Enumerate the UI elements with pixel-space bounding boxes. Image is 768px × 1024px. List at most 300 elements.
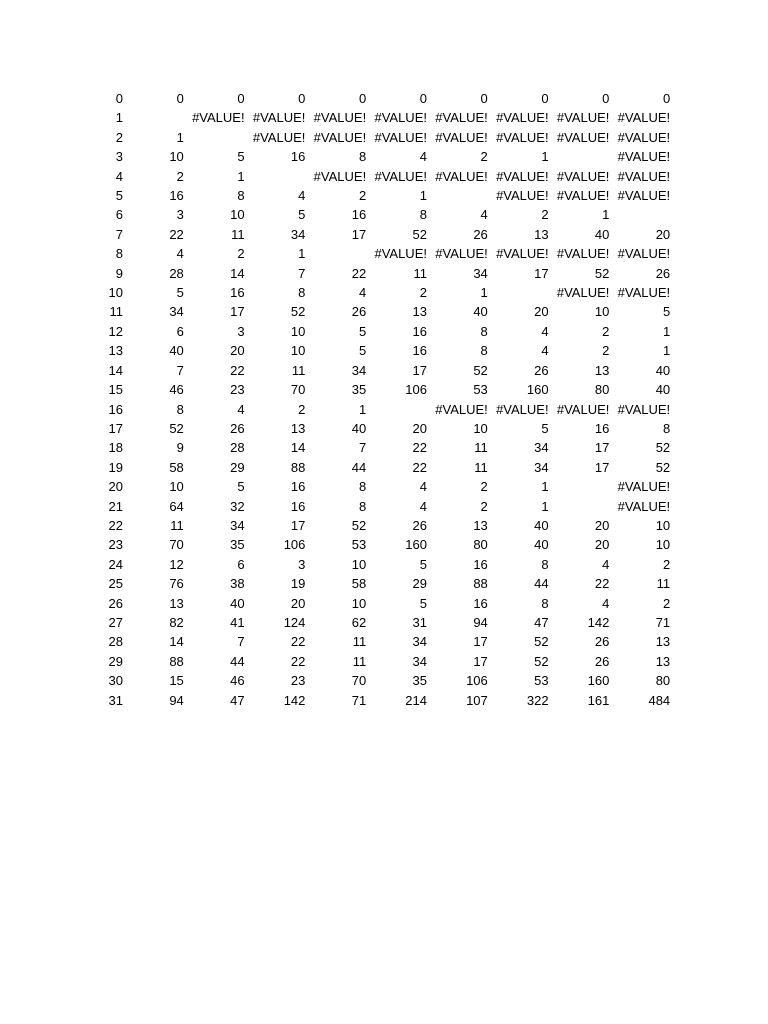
table-cell: 41 (230, 614, 245, 630)
table-cell: 10 (655, 537, 671, 553)
table-cell: #VALUE! (617, 479, 671, 495)
table-cell: #VALUE! (556, 168, 610, 184)
table-cell: #VALUE! (617, 129, 671, 145)
table-cell: #VALUE! (313, 110, 367, 126)
table-cell: 5 (419, 595, 427, 611)
table-cell: 5 (662, 304, 671, 320)
table-cell: 106 (466, 673, 488, 689)
table-cell: 52 (534, 634, 549, 650)
table-cell: 1 (358, 401, 367, 417)
table-cell: 40 (230, 595, 245, 611)
table-row (0, 283, 670, 302)
table-cell: 7 (176, 362, 184, 378)
table-cell: 5 (358, 323, 367, 339)
table-cell: #VALUE! (374, 246, 427, 262)
table-cell: #VALUE! (374, 168, 427, 184)
row-index-cell: 8 (115, 246, 123, 262)
table-cell: 2 (358, 188, 367, 204)
table-cell: #VALUE! (435, 401, 488, 417)
table-cell: 40 (169, 343, 184, 359)
row-index-cell: 16 (108, 401, 123, 417)
table-cell: 10 (655, 517, 671, 533)
table-cell: #VALUE! (556, 246, 610, 262)
table-row (0, 458, 670, 477)
table-row (0, 594, 670, 613)
row-index-cell: 22 (108, 517, 123, 533)
table-row (0, 341, 670, 360)
table-cell: 10 (594, 304, 610, 320)
table-cell: 4 (480, 207, 488, 223)
table-cell: 4 (541, 323, 549, 339)
table-cell (245, 167, 306, 186)
table-cell: 13 (169, 595, 184, 611)
table-cell: 214 (405, 692, 427, 708)
table-row (0, 632, 670, 651)
table-cell: 26 (412, 517, 427, 533)
table-row (0, 652, 670, 671)
table-cell (549, 497, 610, 516)
table-cell: 16 (290, 149, 306, 165)
table-cell: 5 (176, 285, 184, 301)
table-cell: #VALUE! (435, 110, 488, 126)
table-cell: 107 (466, 692, 488, 708)
table-cell: 10 (169, 479, 184, 495)
table-row (0, 535, 670, 554)
table-row (0, 302, 670, 321)
table-cell: 17 (534, 265, 549, 281)
table-cell: #VALUE! (313, 168, 367, 184)
table-cell: 13 (655, 634, 671, 650)
table-cell: 4 (419, 498, 427, 514)
table-cell: #VALUE! (313, 129, 367, 145)
table-cell: 2 (480, 479, 488, 495)
table-cell: 8 (541, 595, 549, 611)
table-cell: 26 (230, 420, 245, 436)
table-cell: 29 (230, 459, 245, 475)
table-row (0, 361, 670, 380)
row-index-cell: 17 (108, 420, 123, 436)
table-cell: 106 (283, 537, 306, 553)
table-cell: #VALUE! (556, 285, 610, 301)
table-cell: 4 (419, 479, 427, 495)
table-cell: 40 (594, 226, 610, 242)
table-cell: 94 (473, 614, 488, 630)
table-cell: 0 (480, 91, 488, 106)
row-index-cell: 31 (108, 692, 123, 708)
table-cell (549, 477, 610, 496)
table-cell (488, 283, 549, 302)
table-row (0, 264, 670, 283)
table-cell: 16 (290, 498, 306, 514)
table-cell: 2 (176, 168, 184, 184)
spreadsheet-page (0, 89, 768, 710)
table-cell: 58 (351, 576, 367, 592)
table-row (0, 186, 670, 205)
table-row (0, 225, 670, 244)
row-index-cell: 19 (108, 459, 123, 475)
table-cell: 0 (298, 91, 306, 106)
table-cell: 40 (351, 420, 367, 436)
table-cell: 0 (419, 91, 427, 106)
table-cell: 0 (176, 91, 184, 106)
table-cell: #VALUE! (252, 110, 306, 126)
table-cell: #VALUE! (192, 110, 245, 126)
table-cell (549, 147, 610, 166)
table-cell: #VALUE! (435, 168, 488, 184)
table-cell: 160 (526, 382, 549, 398)
table-cell: 22 (594, 576, 610, 592)
table-cell (609, 205, 670, 224)
table-cell: #VALUE! (435, 246, 488, 262)
table-cell: 47 (534, 614, 549, 630)
table-cell: 16 (473, 595, 488, 611)
table-cell: 82 (169, 614, 184, 630)
table-cell: 11 (413, 265, 427, 281)
table-cell: 10 (351, 595, 367, 611)
table-cell: 5 (298, 207, 306, 223)
row-index-cell: 7 (115, 226, 123, 242)
table-cell: 1 (298, 246, 306, 262)
table-cell: 88 (169, 653, 184, 669)
table-cell: 16 (290, 479, 306, 495)
table-row (0, 322, 670, 341)
table-cell: 11 (352, 634, 367, 650)
table-cell (427, 186, 488, 205)
table-cell: 2 (662, 556, 671, 572)
table-cell: 160 (587, 673, 610, 689)
table-cell: 22 (169, 226, 184, 242)
table-cell: #VALUE! (556, 401, 610, 417)
table-cell: #VALUE! (496, 401, 549, 417)
row-index-cell: 18 (108, 440, 123, 456)
table-cell: 35 (412, 673, 427, 689)
table-cell: 26 (534, 362, 549, 378)
table-cell: 40 (534, 537, 549, 553)
table-cell: 14 (230, 265, 245, 281)
table-cell: 1 (541, 479, 549, 495)
table-cell: 16 (473, 556, 488, 572)
table-cell: 8 (419, 207, 427, 223)
table-cell: 13 (655, 653, 671, 669)
table-cell (366, 400, 427, 419)
row-index-cell: 4 (115, 168, 123, 184)
table-cell: 17 (473, 634, 488, 650)
table-cell: 34 (169, 304, 184, 320)
row-index-cell: 10 (108, 285, 123, 301)
table-cell: 1 (541, 149, 549, 165)
table-cell: 38 (230, 576, 245, 592)
table-row (0, 205, 670, 224)
table-cell: 26 (351, 304, 367, 320)
table-cell: 31 (412, 614, 427, 630)
table-cell: 4 (602, 595, 610, 611)
table-cell: 17 (473, 653, 488, 669)
table-cell (305, 244, 366, 263)
table-cell: 52 (655, 459, 671, 475)
table-cell: 70 (169, 537, 184, 553)
row-index-cell: 1 (115, 110, 123, 126)
table-cell: #VALUE! (617, 168, 671, 184)
table-cell (123, 108, 184, 127)
table-cell: 34 (534, 440, 549, 456)
table-cell: 160 (405, 537, 427, 553)
table-cell: 142 (283, 692, 306, 708)
table-cell: 11 (291, 362, 306, 378)
table-cell: 8 (662, 420, 671, 436)
table-cell: #VALUE! (617, 149, 671, 165)
table-cell: #VALUE! (556, 129, 610, 145)
table-cell: #VALUE! (496, 168, 549, 184)
row-index-cell: 3 (115, 149, 123, 165)
table-row (0, 671, 670, 690)
table-cell: 34 (230, 517, 245, 533)
row-index-cell: 2 (115, 129, 123, 145)
table-cell: 80 (594, 382, 610, 398)
table-cell: 15 (169, 673, 184, 689)
table-cell: 17 (412, 362, 427, 378)
table-row (0, 400, 670, 419)
table-cell: 16 (412, 323, 427, 339)
table-cell: 40 (655, 362, 671, 378)
table-cell: 34 (290, 226, 306, 242)
table-cell: 3 (298, 556, 306, 572)
table-cell: 2 (662, 595, 671, 611)
table-cell: 5 (541, 420, 549, 436)
row-index-cell: 30 (108, 673, 123, 689)
table-row (0, 516, 670, 535)
table-cell: 71 (655, 614, 671, 630)
table-row (0, 244, 670, 263)
table-cell: 2 (419, 285, 427, 301)
table-cell: 1 (176, 129, 184, 145)
table-cell: 52 (169, 420, 184, 436)
table-cell: 52 (534, 653, 549, 669)
table-cell: 7 (358, 440, 367, 456)
table-cell: 52 (412, 226, 427, 242)
table-cell: 53 (351, 537, 367, 553)
table-cell: 11 (474, 440, 488, 456)
table-cell: 11 (170, 517, 184, 533)
table-cell: 26 (473, 226, 488, 242)
table-cell: 10 (290, 323, 306, 339)
table-cell: 17 (351, 226, 367, 242)
table-cell: 40 (473, 304, 488, 320)
table-cell: #VALUE! (435, 129, 488, 145)
table-cell: 8 (358, 149, 367, 165)
table-cell: 26 (655, 265, 671, 281)
table-cell: 22 (290, 653, 306, 669)
table-cell: 7 (237, 634, 245, 650)
table-cell: 2 (480, 149, 488, 165)
table-cell: 6 (237, 556, 245, 572)
table-cell: #VALUE! (617, 498, 671, 514)
table-cell: 8 (480, 343, 488, 359)
table-cell: 1 (237, 168, 245, 184)
row-index-cell: 28 (108, 634, 123, 650)
row-index-cell: 15 (108, 382, 123, 398)
table-cell: 20 (594, 537, 610, 553)
table-cell: 8 (480, 323, 488, 339)
table-cell: 2 (480, 498, 488, 514)
table-cell: 34 (412, 653, 427, 669)
table-cell: 4 (237, 401, 245, 417)
table-cell: 13 (534, 226, 549, 242)
table-cell: 0 (662, 91, 671, 106)
table-cell: 13 (412, 304, 427, 320)
row-index-cell: 23 (108, 537, 123, 553)
table-cell: 9 (176, 440, 184, 456)
table-row (0, 89, 670, 108)
table-cell: 2 (237, 246, 245, 262)
table-cell: 6 (176, 323, 184, 339)
table-cell: 8 (298, 285, 306, 301)
table-cell: 20 (534, 304, 549, 320)
table-cell: 10 (169, 149, 184, 165)
row-index-cell: 20 (108, 479, 123, 495)
table-cell: 8 (237, 188, 245, 204)
table-cell: 35 (351, 382, 367, 398)
table-cell: 46 (169, 382, 184, 398)
table-cell: 26 (594, 653, 610, 669)
row-index-cell: 29 (108, 653, 123, 669)
table-cell: 20 (412, 420, 427, 436)
table-cell: 70 (351, 673, 367, 689)
table-row (0, 128, 670, 147)
row-index-cell: 6 (115, 207, 123, 223)
table-cell: 17 (594, 440, 610, 456)
table-cell: 1 (480, 285, 488, 301)
table-cell: 11 (231, 226, 245, 242)
table-cell: 161 (587, 692, 610, 708)
row-index-cell: 21 (108, 498, 123, 514)
table-cell: 34 (534, 459, 549, 475)
table-cell: #VALUE! (617, 188, 671, 204)
table-row (0, 691, 670, 710)
row-index-cell: 9 (115, 265, 123, 281)
table-cell: 0 (237, 91, 245, 106)
table-row (0, 497, 670, 516)
table-cell: 124 (283, 614, 306, 630)
table-cell: #VALUE! (496, 188, 549, 204)
table-cell: #VALUE! (617, 401, 671, 417)
table-cell: 11 (656, 576, 671, 592)
table-cell: #VALUE! (374, 110, 427, 126)
table-cell: 22 (351, 265, 367, 281)
table-cell: 10 (230, 207, 245, 223)
table-cell: 11 (474, 459, 488, 475)
table-cell: 52 (655, 440, 671, 456)
table-cell: 5 (358, 343, 367, 359)
table-cell: 29 (412, 576, 427, 592)
table-cell: 7 (298, 265, 306, 281)
table-cell: 80 (473, 537, 488, 553)
table-cell: 40 (655, 382, 671, 398)
table-cell: #VALUE! (374, 129, 427, 145)
table-cell: 14 (290, 440, 306, 456)
table-row (0, 419, 670, 438)
row-index-cell: 26 (108, 595, 123, 611)
row-index-cell: 13 (108, 343, 123, 359)
table-cell: 484 (648, 692, 671, 708)
row-index-cell: 12 (108, 323, 123, 339)
table-cell: #VALUE! (556, 188, 610, 204)
table-cell: 1 (662, 323, 671, 339)
table-cell: 8 (541, 556, 549, 572)
table-cell: 34 (351, 362, 367, 378)
table-cell: #VALUE! (252, 129, 306, 145)
table-cell: 4 (602, 556, 610, 572)
table-cell: 2 (298, 401, 306, 417)
table-cell: 28 (169, 265, 184, 281)
table-cell: #VALUE! (496, 110, 549, 126)
table-cell: 17 (290, 517, 306, 533)
table-row (0, 574, 670, 593)
table-cell: 8 (176, 401, 184, 417)
row-index-cell: 14 (108, 362, 123, 378)
table-cell: 88 (290, 459, 306, 475)
table-cell: 22 (230, 362, 245, 378)
table-cell: 12 (169, 556, 184, 572)
table-cell: 1 (602, 207, 610, 223)
table-cell: 47 (230, 692, 245, 708)
row-index-cell: 0 (115, 91, 123, 106)
table-row (0, 555, 670, 574)
table-row (0, 167, 670, 186)
table-cell: 40 (534, 517, 549, 533)
table-cell: 17 (594, 459, 610, 475)
table-cell: 26 (594, 634, 610, 650)
table-cell: 10 (473, 420, 488, 436)
table-cell: 5 (237, 479, 245, 495)
table-cell: #VALUE! (617, 246, 671, 262)
table-cell: 1 (541, 498, 549, 514)
table-cell: 2 (602, 323, 610, 339)
table-row (0, 380, 670, 399)
table-row (0, 477, 670, 496)
table-cell: 1 (419, 188, 427, 204)
table-cell: 80 (655, 673, 671, 689)
table-cell: 52 (473, 362, 488, 378)
table-cell: 0 (602, 91, 610, 106)
table-cell: 46 (230, 673, 245, 689)
table-cell: 2 (602, 343, 610, 359)
table-cell: 16 (351, 207, 367, 223)
table-cell: #VALUE! (496, 129, 549, 145)
table-cell: 53 (473, 382, 488, 398)
table-cell: 23 (290, 673, 306, 689)
table-cell (184, 128, 245, 147)
table-cell: 14 (169, 634, 184, 650)
table-cell: 52 (351, 517, 367, 533)
table-cell: 1 (662, 343, 671, 359)
table-cell: 19 (290, 576, 306, 592)
table-cell: 20 (655, 226, 671, 242)
table-cell: 22 (290, 634, 306, 650)
table-cell: 52 (290, 304, 306, 320)
table-cell: 44 (230, 653, 245, 669)
table-cell: 3 (176, 207, 184, 223)
table-cell: 20 (594, 517, 610, 533)
table-cell: 88 (473, 576, 488, 592)
table-cell: 0 (541, 91, 549, 106)
table-cell: 11 (352, 653, 367, 669)
table-row (0, 438, 670, 457)
table-cell: 16 (594, 420, 610, 436)
table-cell: 2 (541, 207, 549, 223)
table-cell: 8 (358, 479, 367, 495)
table-cell: 35 (230, 537, 245, 553)
table-cell: 8 (358, 498, 367, 514)
